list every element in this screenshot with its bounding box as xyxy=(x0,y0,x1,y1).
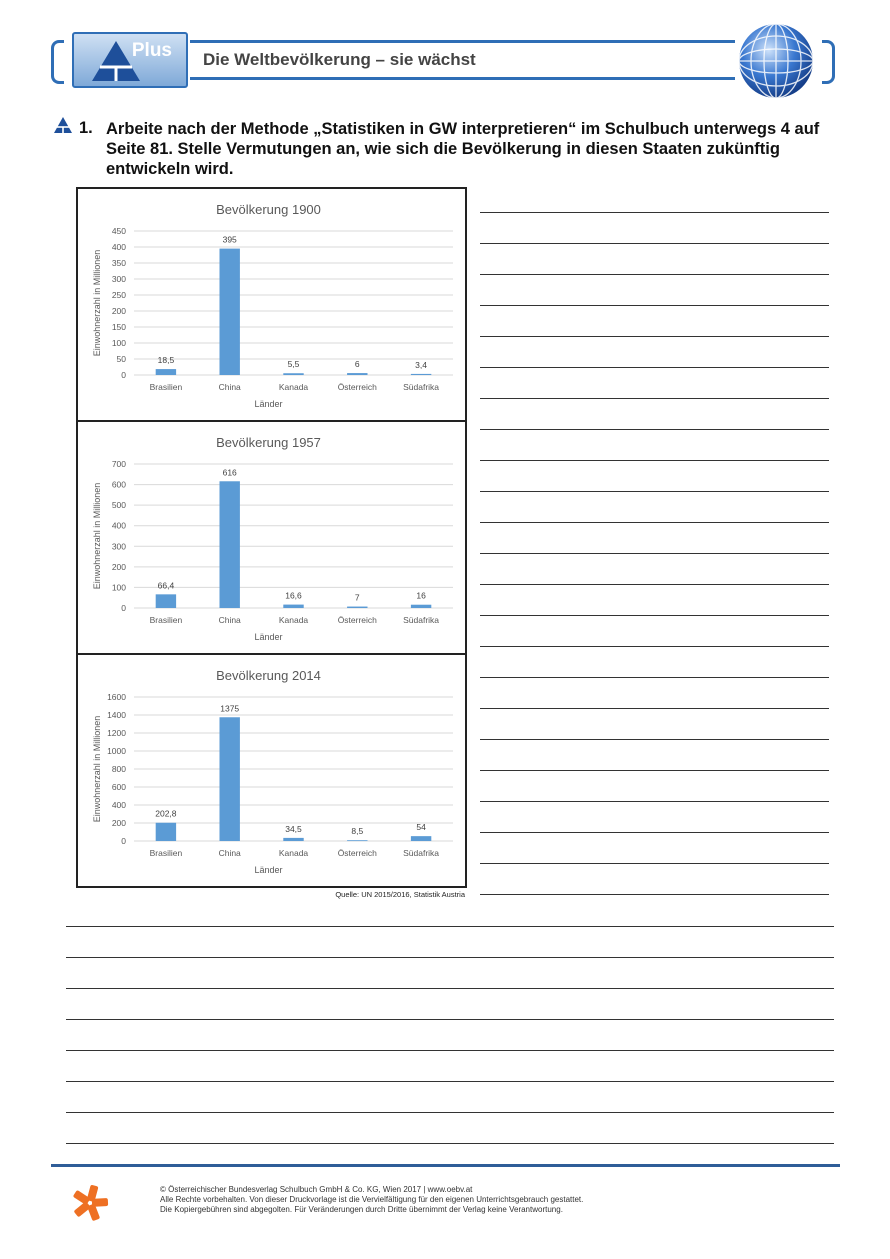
answer-line xyxy=(480,894,829,895)
answer-line xyxy=(480,770,829,771)
footer-rule xyxy=(51,1164,840,1167)
data-label: 5,5 xyxy=(287,359,300,370)
bar xyxy=(156,369,176,375)
chart-1900 xyxy=(78,189,465,420)
answer-line xyxy=(480,553,829,554)
data-label: 6 xyxy=(354,359,360,370)
answer-line xyxy=(66,1019,834,1020)
answer-line xyxy=(480,429,829,430)
y-tick-label: 50 xyxy=(116,354,126,364)
y-tick-label: 500 xyxy=(111,500,126,511)
data-label: 34,5 xyxy=(285,823,302,834)
answer-line xyxy=(480,615,829,616)
task-number: 1. xyxy=(79,119,93,137)
chart-2014-panel xyxy=(76,653,467,888)
bar xyxy=(411,374,431,375)
data-label: 395 xyxy=(222,234,237,245)
source-note: Quelle: UN 2015/2016, Statistik Austria xyxy=(335,890,465,899)
logo-text: Plus xyxy=(131,40,172,61)
chart-2014 xyxy=(78,655,465,886)
chart-title: Bevölkerung 2014 xyxy=(216,668,321,683)
x-axis-label: Länder xyxy=(254,865,283,875)
y-tick-label: 300 xyxy=(111,541,126,552)
data-label: 7 xyxy=(354,592,360,603)
y-tick-label: 300 xyxy=(111,274,126,284)
data-label: 16,6 xyxy=(285,590,302,601)
footer-copyright xyxy=(160,1185,583,1215)
data-label: 616 xyxy=(222,467,237,478)
x-tick-label: Brasilien xyxy=(149,615,183,625)
data-label: 16 xyxy=(416,590,426,601)
answer-line xyxy=(480,708,829,709)
bar xyxy=(283,605,303,608)
y-tick-label: 150 xyxy=(111,322,126,332)
answer-line xyxy=(480,739,829,740)
header-rule-top xyxy=(190,40,735,43)
x-tick-label: Kanada xyxy=(278,848,309,858)
task-instruction: Arbeite nach der Methode „Statistiken in GW interpretieren“ im Schulbuch unterwegs 4 auf Seite 81. Stelle Vermutungen an, wie sich die Bevölkerung in diesen Staaten zukünftig entwickeln wird. xyxy=(106,120,820,178)
header-rule-bottom xyxy=(190,77,735,80)
header-bracket-right xyxy=(822,40,835,84)
bar xyxy=(411,836,431,841)
footer-line-2: Alle Rechte vorbehalten. Von dieser Druckvorlage ist die Vervielfältigung für den eigenen Unterrichtsgebrauch gestattet. xyxy=(160,1195,584,1204)
y-tick-label: 200 xyxy=(111,306,126,316)
y-tick-label: 600 xyxy=(111,479,126,490)
answer-line xyxy=(480,367,829,368)
x-tick-label: Österreich xyxy=(337,382,377,392)
oebv-star-logo-icon xyxy=(70,1183,110,1223)
y-tick-label: 350 xyxy=(111,258,126,268)
y-tick-label: 100 xyxy=(111,338,126,348)
chart-1957-panel xyxy=(76,420,467,655)
bar xyxy=(283,838,303,841)
y-axis-label: Einwohnerzahl in Millionen xyxy=(92,482,102,590)
x-tick-label: Kanada xyxy=(278,615,309,625)
y-axis-label: Einwohnerzahl in Millionen xyxy=(92,249,102,357)
answer-line xyxy=(480,274,829,275)
y-tick-label: 100 xyxy=(111,582,126,593)
y-tick-label: 1400 xyxy=(107,710,126,720)
bar xyxy=(156,823,176,841)
y-tick-label: 250 xyxy=(111,290,126,300)
plus-logo xyxy=(72,32,188,88)
bar xyxy=(219,249,239,375)
y-tick-label: 0 xyxy=(121,603,126,613)
answer-line xyxy=(66,988,834,989)
y-tick-label: 400 xyxy=(111,520,126,531)
x-tick-label: Kanada xyxy=(278,382,309,392)
y-tick-label: 1200 xyxy=(107,728,126,738)
chart-title: Bevölkerung 1900 xyxy=(216,202,321,217)
answer-line xyxy=(480,398,829,399)
y-axis-label: Einwohnerzahl in Millionen xyxy=(92,715,102,823)
bar xyxy=(283,373,303,375)
data-label: 202,8 xyxy=(155,808,177,819)
y-tick-label: 400 xyxy=(111,242,126,252)
bar xyxy=(219,717,239,841)
y-tick-label: 0 xyxy=(121,836,126,846)
answer-line xyxy=(66,1050,834,1051)
page-title: Die Weltbevölkerung – sie wächst xyxy=(203,50,476,69)
answer-line xyxy=(66,1112,834,1113)
x-tick-label: Österreich xyxy=(337,615,377,625)
data-label: 18,5 xyxy=(157,355,175,366)
y-tick-label: 0 xyxy=(121,370,126,380)
data-label: 8,5 xyxy=(351,826,364,837)
y-tick-label: 1000 xyxy=(107,746,126,756)
answer-line xyxy=(480,212,829,213)
x-tick-label: Österreich xyxy=(337,848,377,858)
answer-line xyxy=(480,336,829,337)
answer-line xyxy=(480,801,829,802)
y-tick-label: 200 xyxy=(111,561,126,572)
chart-title: Bevölkerung 1957 xyxy=(216,435,321,450)
answer-line xyxy=(66,926,834,927)
y-tick-label: 600 xyxy=(111,782,126,792)
answer-line xyxy=(480,305,829,306)
x-tick-label: Südafrika xyxy=(403,615,440,625)
y-tick-label: 1600 xyxy=(107,692,126,702)
bar xyxy=(347,840,367,841)
footer-line-1: © Österreichischer Bundesverlag Schulbuch GmbH & Co. KG, Wien 2017 | www.oebv.at xyxy=(160,1185,473,1194)
answer-line xyxy=(480,522,829,523)
triangle-task-icon xyxy=(53,116,73,134)
chart-1900-panel xyxy=(76,187,467,422)
bar xyxy=(156,594,176,608)
y-tick-label: 700 xyxy=(111,459,126,469)
x-axis-label: Länder xyxy=(254,399,283,409)
x-tick-label: China xyxy=(218,382,241,392)
answer-line xyxy=(480,460,829,461)
bar xyxy=(347,607,367,608)
y-tick-label: 400 xyxy=(111,800,126,810)
bar xyxy=(411,605,431,608)
y-tick-label: 450 xyxy=(111,226,126,236)
y-tick-label: 200 xyxy=(111,818,126,828)
chart-1957 xyxy=(78,422,465,653)
data-label: 54 xyxy=(416,822,426,833)
answer-line xyxy=(66,1143,834,1144)
data-label: 66,4 xyxy=(157,580,175,591)
footer-line-3: Die Kopiergebühren sind abgegolten. Für Veränderungen durch Dritte übernimmt der Verlag keine Verantwortung. xyxy=(160,1205,563,1214)
x-tick-label: Brasilien xyxy=(149,382,183,392)
answer-line xyxy=(480,646,829,647)
charts-stack xyxy=(76,187,463,888)
x-tick-label: China xyxy=(218,848,241,858)
answer-line xyxy=(66,1081,834,1082)
answer-line xyxy=(480,863,829,864)
globe-icon xyxy=(737,22,815,100)
x-tick-label: Brasilien xyxy=(149,848,183,858)
x-tick-label: China xyxy=(218,615,241,625)
bar xyxy=(219,481,239,608)
data-label: 3,4 xyxy=(415,359,428,370)
y-tick-label: 800 xyxy=(111,764,126,774)
answer-line xyxy=(66,957,834,958)
answer-line xyxy=(480,491,829,492)
x-tick-label: Südafrika xyxy=(403,848,440,858)
answer-line xyxy=(480,677,829,678)
bar xyxy=(347,373,367,375)
answer-line xyxy=(480,832,829,833)
answer-line xyxy=(480,243,829,244)
header-bracket-left xyxy=(51,40,64,84)
x-axis-label: Länder xyxy=(254,632,283,642)
x-tick-label: Südafrika xyxy=(403,382,440,392)
answer-line xyxy=(480,584,829,585)
data-label: 1375 xyxy=(220,703,240,714)
